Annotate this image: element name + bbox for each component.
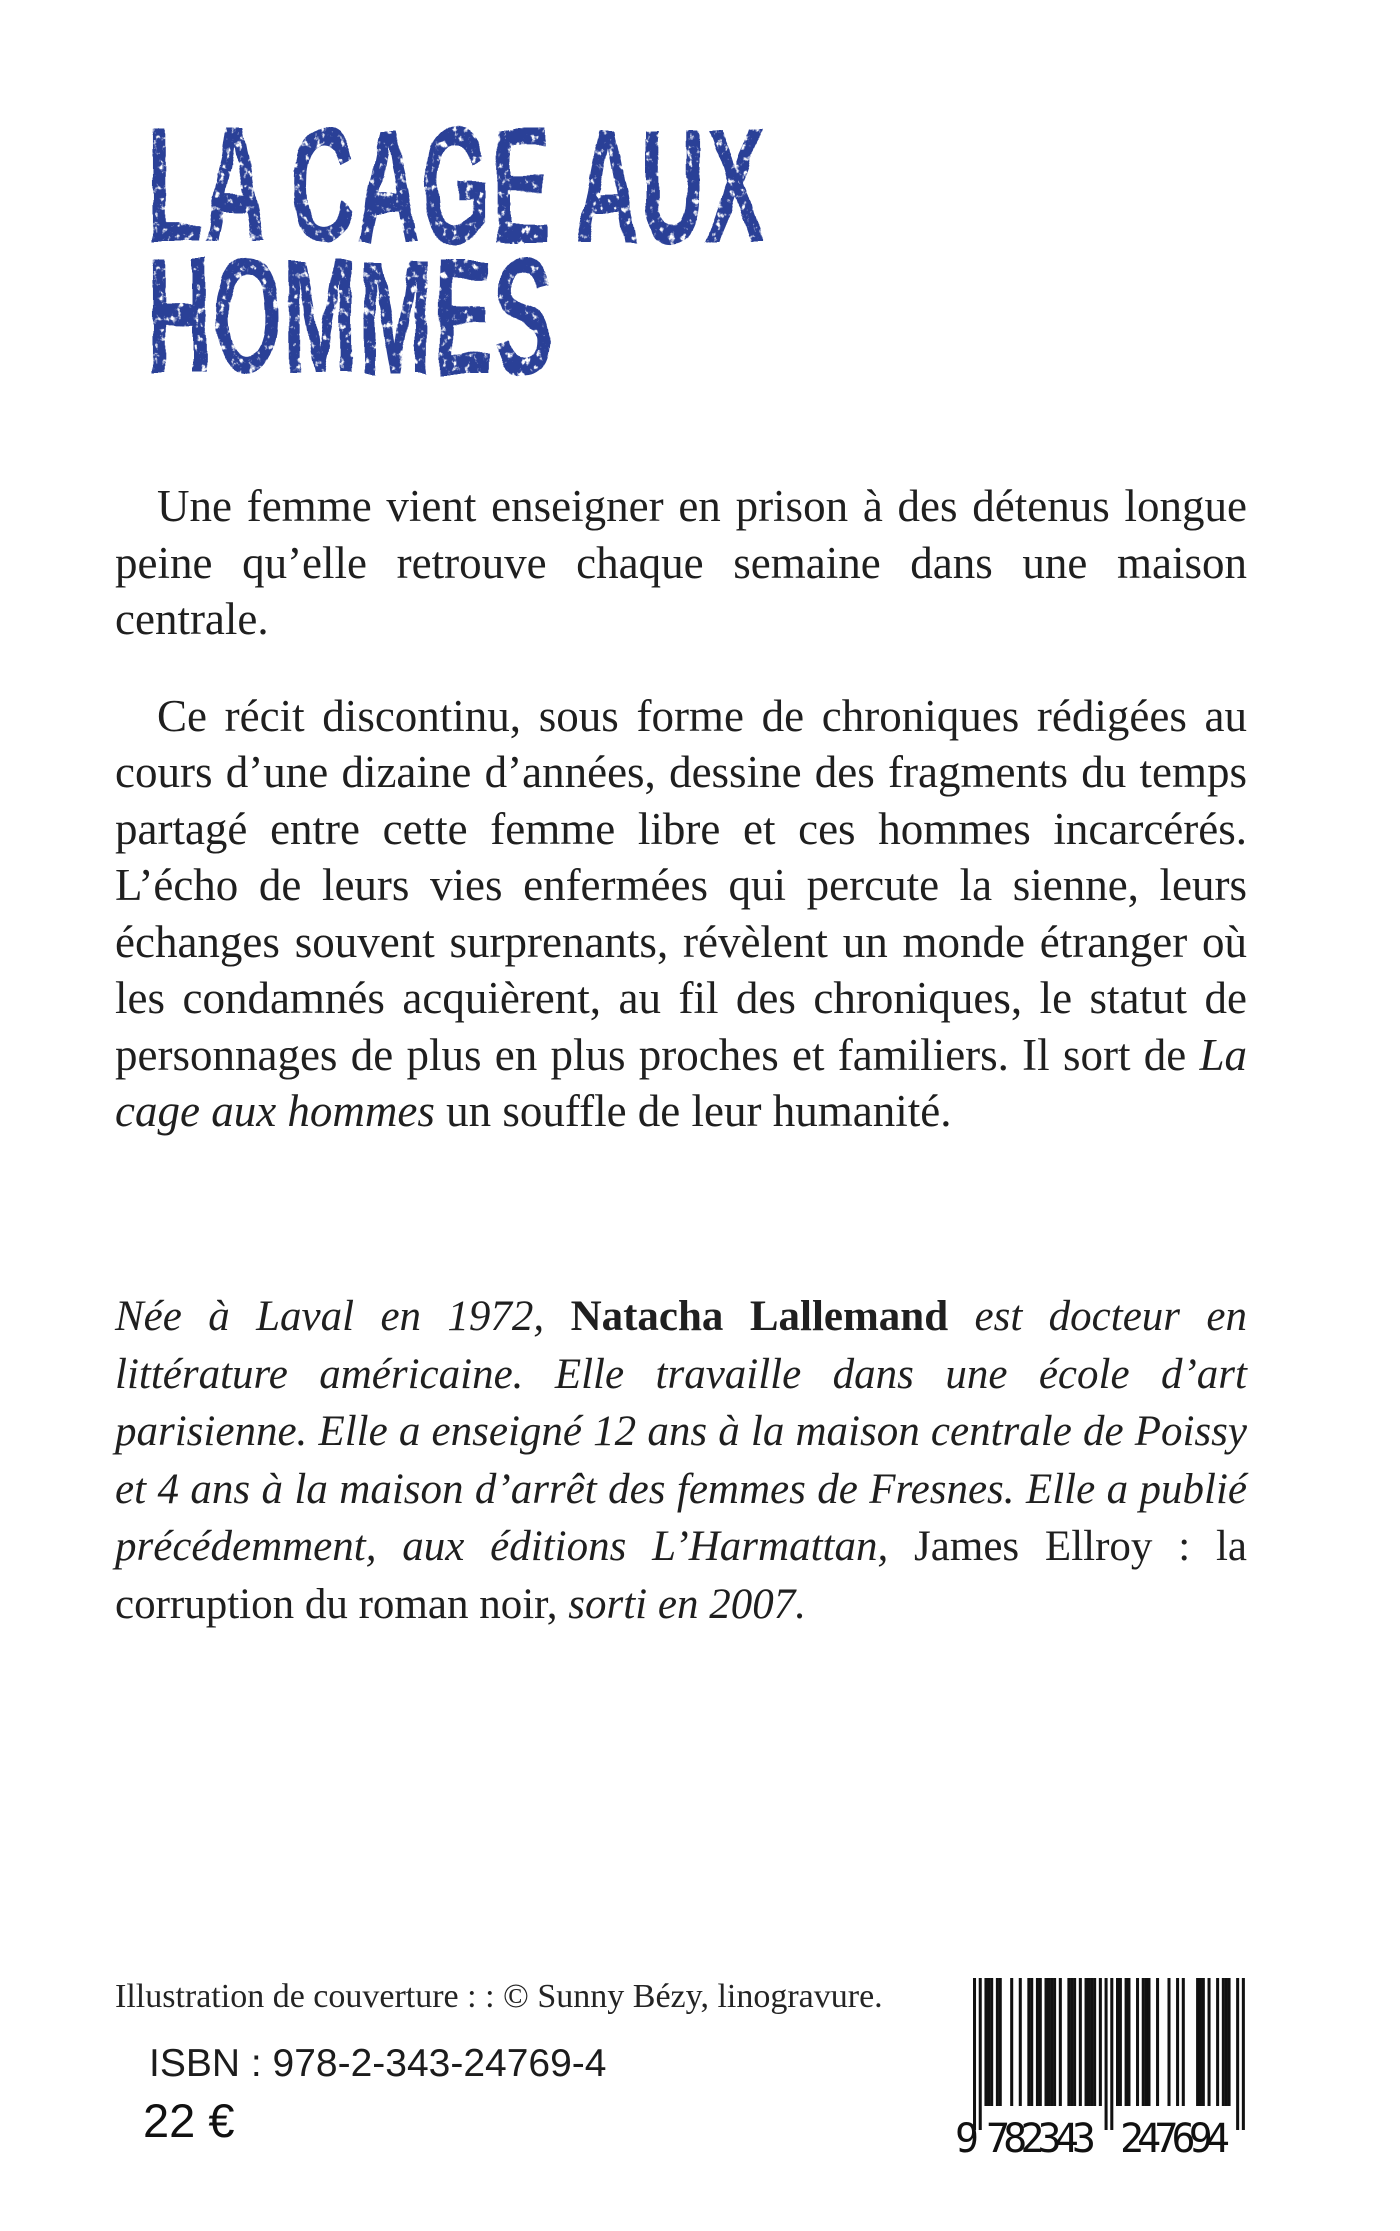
bio-text-1: Née à Laval en 1972,: [115, 1293, 571, 1340]
book-title: [147, 93, 767, 408]
synopsis-paragraph-1-text: Une femme vient enseigner en prison à des détenus longue peine qu’elle retrouve chaque semaine dans une maison centrale.: [115, 481, 1247, 644]
book-title-line2: HOMMES: [147, 224, 555, 408]
barcode-digit-left: 9: [955, 2116, 980, 2162]
author-name: Natacha Lallemand: [570, 1293, 949, 1340]
price: 22 €: [143, 2094, 235, 2147]
bio-text-3: sorti en 2007.: [557, 1580, 806, 1628]
barcode-svg: [955, 1978, 1255, 2163]
isbn: ISBN : 978-2-343-24769-4: [149, 2042, 607, 2085]
barcode-digits-group2: 247694: [1120, 2116, 1230, 2162]
synopsis-paragraph-1: [115, 478, 1247, 648]
author-bio: [115, 1288, 1247, 1633]
illustration-credit: Illustration de couverture : : © Sunny Bézy, linogravure.: [115, 1978, 883, 2015]
book-title-line1: LA CAGE AUX: [147, 93, 767, 277]
synopsis: [115, 478, 1247, 1140]
synopsis-paragraph-2: [115, 688, 1247, 1140]
synopsis-paragraph-2-text: Ce récit discontinu, sous forme de chroniques rédigées au cours d’une dizaine d’années, dessine des fragments du temps partagé entre cette femme libre et ces hommes incarcérés. L’écho de leurs vies enfermées qui percute la sienne, leurs échanges souvent surprenants, révèlent un monde étranger où les condamnés acquièrent, au fil des chroniques, le statut de personnages de plus en plus proches et familiers. Il sort de: [115, 690, 1247, 1080]
ean13-barcode: [955, 1978, 1255, 2163]
previous-book-title: James Ellroy : la corruption du roman noir,: [115, 1523, 1247, 1628]
inline-book-title: La cage aux hommes: [115, 1029, 1247, 1136]
barcode-bars: [973, 1978, 1245, 2130]
barcode-digits-group1: 782343: [986, 2116, 1096, 2162]
synopsis-paragraph-2-end: un souffle de leur humanité.: [434, 1086, 952, 1136]
bio-text-2: est docteur en littérature américaine. Elle travaille dans une école d’art parisienne. Elle a enseigné 12 ans à la maison centrale de Poissy et 4 ans à la maison d’arrêt des femmes de Fresnes. Elle a publié précédemment, aux éditions L’Harmattan,: [115, 1293, 1248, 1570]
